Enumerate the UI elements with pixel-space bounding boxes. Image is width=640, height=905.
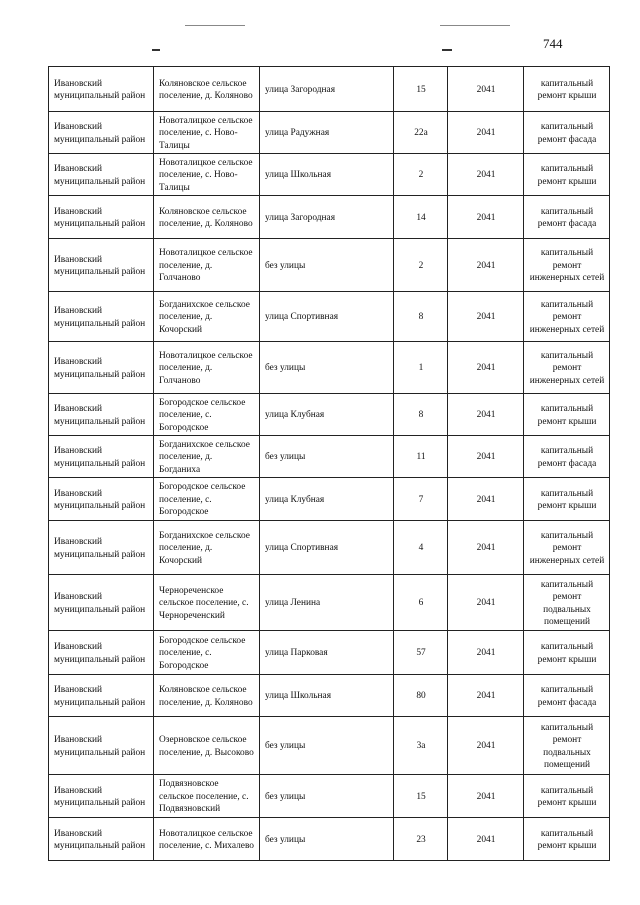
year-cell: 2041 <box>448 394 524 436</box>
street-cell: улица Загородная <box>260 196 394 239</box>
house-number-cell: 23 <box>394 818 448 861</box>
work-type-cell: капитальный ремонт подвальных помещений <box>524 717 610 775</box>
district-cell: Ивановский муниципальный район <box>49 675 154 717</box>
settlement-cell: Богданихское сельское поселение, д. Кочорский <box>154 521 260 575</box>
street-cell: без улицы <box>260 436 394 478</box>
table-row <box>49 478 610 521</box>
district-cell: Ивановский муниципальный район <box>49 818 154 861</box>
year-cell: 2041 <box>448 478 524 521</box>
house-number-cell: 4 <box>394 521 448 575</box>
table-row <box>49 631 610 675</box>
scan-mark <box>152 49 160 51</box>
year-cell: 2041 <box>448 342 524 394</box>
house-number-cell: 8 <box>394 292 448 342</box>
street-cell: улица Парковая <box>260 631 394 675</box>
settlement-cell: Богородское сельское поселение, с. Богородское <box>154 478 260 521</box>
district-cell: Ивановский муниципальный район <box>49 436 154 478</box>
house-number-cell: 15 <box>394 67 448 112</box>
year-cell: 2041 <box>448 67 524 112</box>
table-row <box>49 154 610 196</box>
work-type-cell: капитальный ремонт крыши <box>524 478 610 521</box>
year-cell: 2041 <box>448 436 524 478</box>
table-row <box>49 521 610 575</box>
street-cell: улица Школьная <box>260 154 394 196</box>
work-type-cell: капитальный ремонт фасада <box>524 675 610 717</box>
district-cell: Ивановский муниципальный район <box>49 154 154 196</box>
table-row <box>49 342 610 394</box>
year-cell: 2041 <box>448 239 524 292</box>
year-cell: 2041 <box>448 112 524 154</box>
settlement-cell: Богородское сельское поселение, с. Богородское <box>154 394 260 436</box>
settlement-cell: Новоталицкое сельское поселение, с. Михалево <box>154 818 260 861</box>
house-number-cell: 2 <box>394 154 448 196</box>
table-row <box>49 436 610 478</box>
year-cell: 2041 <box>448 575 524 631</box>
street-cell: улица Спортивная <box>260 292 394 342</box>
year-cell: 2041 <box>448 521 524 575</box>
district-cell: Ивановский муниципальный район <box>49 112 154 154</box>
district-cell: Ивановский муниципальный район <box>49 342 154 394</box>
work-type-cell: капитальный ремонт крыши <box>524 818 610 861</box>
district-cell: Ивановский муниципальный район <box>49 631 154 675</box>
house-number-cell: 8 <box>394 394 448 436</box>
district-cell: Ивановский муниципальный район <box>49 196 154 239</box>
year-cell: 2041 <box>448 196 524 239</box>
table-row <box>49 717 610 775</box>
work-type-cell: капитальный ремонт фасада <box>524 436 610 478</box>
district-cell: Ивановский муниципальный район <box>49 292 154 342</box>
street-cell: без улицы <box>260 717 394 775</box>
year-cell: 2041 <box>448 154 524 196</box>
table-row <box>49 67 610 112</box>
year-cell: 2041 <box>448 818 524 861</box>
street-cell: без улицы <box>260 342 394 394</box>
settlement-cell: Новоталицкое сельское поселение, с. Ново-Талицы <box>154 154 260 196</box>
work-type-cell: капитальный ремонт фасада <box>524 196 610 239</box>
street-cell: улица Спортивная <box>260 521 394 575</box>
work-type-cell: капитальный ремонт подвальных помещений <box>524 575 610 631</box>
year-cell: 2041 <box>448 292 524 342</box>
table-row <box>49 675 610 717</box>
work-type-cell: капитальный ремонт инженерных сетей <box>524 521 610 575</box>
district-cell: Ивановский муниципальный район <box>49 521 154 575</box>
settlement-cell: Новоталицкое сельское поселение, д. Голчаново <box>154 342 260 394</box>
house-number-cell: 1 <box>394 342 448 394</box>
street-cell: без улицы <box>260 239 394 292</box>
table-row <box>49 292 610 342</box>
year-cell: 2041 <box>448 631 524 675</box>
work-type-cell: капитальный ремонт инженерных сетей <box>524 239 610 292</box>
work-type-cell: капитальный ремонт инженерных сетей <box>524 292 610 342</box>
house-number-cell: 22а <box>394 112 448 154</box>
district-cell: Ивановский муниципальный район <box>49 67 154 112</box>
table-row <box>49 112 610 154</box>
table-row <box>49 394 610 436</box>
street-cell: улица Загородная <box>260 67 394 112</box>
year-cell: 2041 <box>448 717 524 775</box>
settlement-cell: Коляновское сельское поселение, д. Коляново <box>154 67 260 112</box>
settlement-cell: Богданихское сельское поселение, д. Богданиха <box>154 436 260 478</box>
house-number-cell: 7 <box>394 478 448 521</box>
settlement-cell: Новоталицкое сельское поселение, с. Ново-Талицы <box>154 112 260 154</box>
table-row <box>49 239 610 292</box>
housing-repair-table <box>48 66 610 861</box>
page-number: 744 <box>543 36 563 51</box>
district-cell: Ивановский муниципальный район <box>49 239 154 292</box>
house-number-cell: 57 <box>394 631 448 675</box>
year-cell: 2041 <box>448 775 524 818</box>
settlement-cell: Подвязновское сельское поселение, с. Подвязновский <box>154 775 260 818</box>
district-cell: Ивановский муниципальный район <box>49 575 154 631</box>
street-cell: улица Радужная <box>260 112 394 154</box>
scan-mark <box>442 49 452 51</box>
district-cell: Ивановский муниципальный район <box>49 394 154 436</box>
house-number-cell: 2 <box>394 239 448 292</box>
work-type-cell: капитальный ремонт крыши <box>524 154 610 196</box>
table-row <box>49 818 610 861</box>
settlement-cell: Коляновское сельское поселение, д. Коляново <box>154 196 260 239</box>
table-row <box>49 775 610 818</box>
house-number-cell: 14 <box>394 196 448 239</box>
scan-mark <box>440 25 510 26</box>
work-type-cell: капитальный ремонт фасада <box>524 112 610 154</box>
settlement-cell: Озерновское сельское поселение, д. Высоково <box>154 717 260 775</box>
house-number-cell: 80 <box>394 675 448 717</box>
street-cell: улица Ленина <box>260 575 394 631</box>
district-cell: Ивановский муниципальный район <box>49 478 154 521</box>
scan-mark <box>185 25 245 26</box>
work-type-cell: капитальный ремонт инженерных сетей <box>524 342 610 394</box>
house-number-cell: 15 <box>394 775 448 818</box>
district-cell: Ивановский муниципальный район <box>49 775 154 818</box>
street-cell: без улицы <box>260 818 394 861</box>
work-type-cell: капитальный ремонт крыши <box>524 775 610 818</box>
settlement-cell: Чернореченское сельское поселение, с. Чернореченский <box>154 575 260 631</box>
table-row <box>49 196 610 239</box>
settlement-cell: Богородское сельское поселение, с. Богородское <box>154 631 260 675</box>
street-cell: улица Клубная <box>260 394 394 436</box>
work-type-cell: капитальный ремонт крыши <box>524 67 610 112</box>
settlement-cell: Богданихское сельское поселение, д. Кочорский <box>154 292 260 342</box>
house-number-cell: 6 <box>394 575 448 631</box>
street-cell: без улицы <box>260 775 394 818</box>
street-cell: улица Клубная <box>260 478 394 521</box>
house-number-cell: 11 <box>394 436 448 478</box>
settlement-cell: Новоталицкое сельское поселение, д. Голчаново <box>154 239 260 292</box>
table-row <box>49 575 610 631</box>
house-number-cell: 3а <box>394 717 448 775</box>
settlement-cell: Коляновское сельское поселение, д. Коляново <box>154 675 260 717</box>
work-type-cell: капитальный ремонт крыши <box>524 394 610 436</box>
street-cell: улица Школьная <box>260 675 394 717</box>
year-cell: 2041 <box>448 675 524 717</box>
work-type-cell: капитальный ремонт крыши <box>524 631 610 675</box>
district-cell: Ивановский муниципальный район <box>49 717 154 775</box>
